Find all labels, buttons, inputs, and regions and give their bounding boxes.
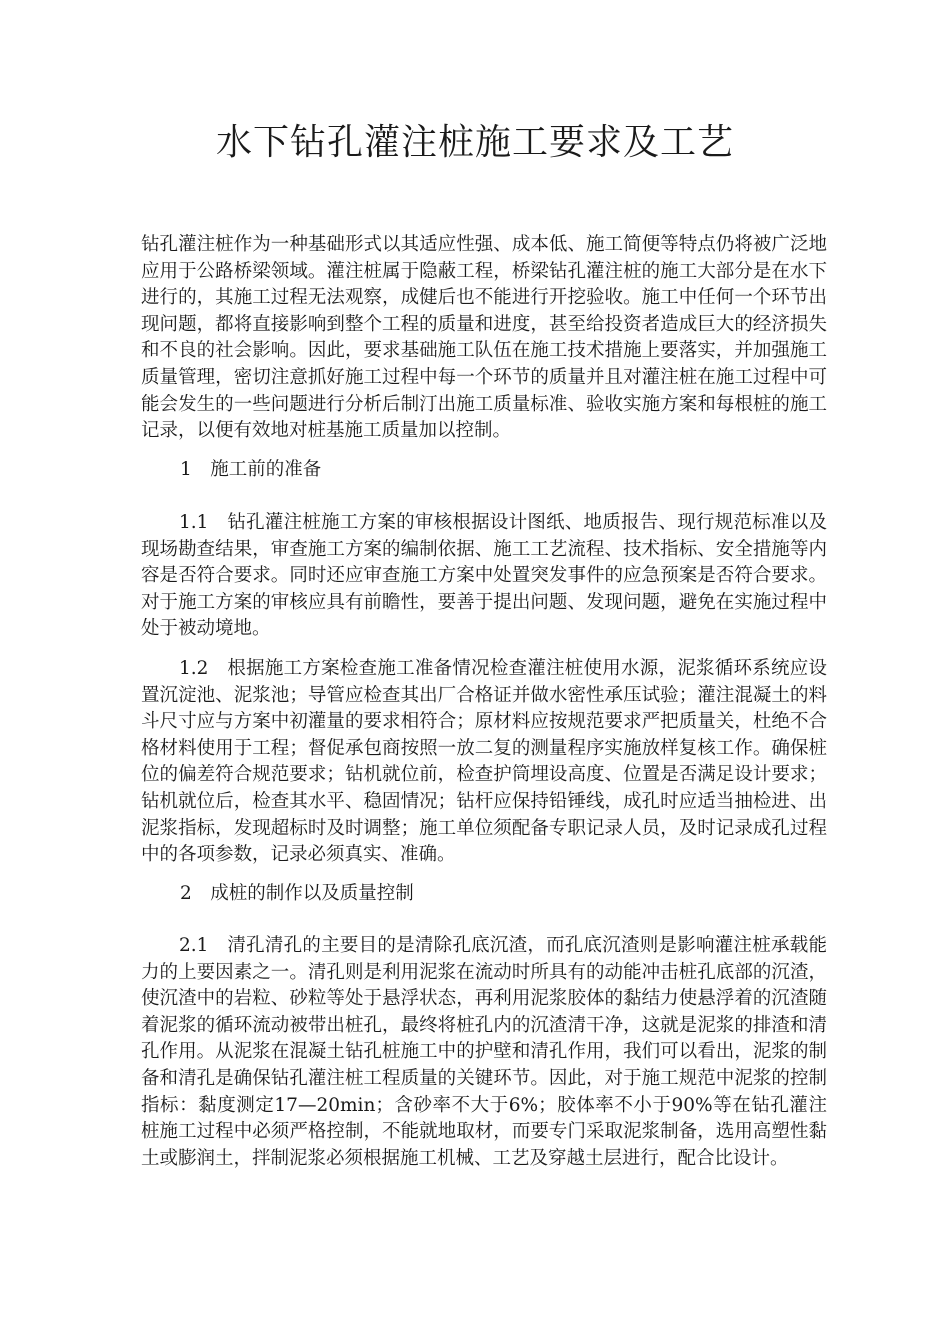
intro-paragraph: 钻孔灌注桩作为一种基础形式以其适应性强、成本低、施工简便等特点仍将被广泛地应用于公路桥梁领域。灌注桩属于隐蔽工程，桥梁钻孔灌注桩的施工大部分是在水下进行的，其施工过程无法观察，成健后也不能进行开挖验收。施工中任何一个环节出现问题，都将直接影响到整个工程的质量和进度，甚至给投资者造成巨大的经济损失和不良的社会影响。因此，要求基础施工队伍在施工技术措施上要落实，并加强施工质量管理，密切注意抓好施工过程中每一个环节的质量并且对灌注桩在施工过程中可能会发生的一些问题进行分析后制汀出施工质量标准、验收实施方案和每根桩的施工记录，以便有效地对桩基施工质量加以控制。 [141, 234, 827, 442]
section-1-heading: 1 施工前的准备 [180, 459, 322, 480]
document-title: 水下钻孔灌注桩施工要求及工艺 [215, 122, 734, 163]
paragraph-1-2: 1.2 根据施工方案检查施工准备情况检查灌注桩使用水源，泥浆循环系统应设置沉淀池、泥浆池；导管应检查其出厂合格证并做水密性承压试验；灌注混凝土的料斗尺寸应与方案中初灌量的要求相符合；原材料应按规范要求严把质量关，杜绝不合格材料使用于工程；督促承包商按照一放二复的测量程序实施放样复核工作。确保桩位的偏差符合规范要求；钻机就位前，检查护筒埋设高度、位置是否满足设计要求；钻机就位后，检查其水平、稳固情况；钻杆应保持铅锤线，成孔时应适当抽检进、出泥浆指标，发现超标时及时调整；施工单位须配备专职记录人员，及时记录成孔过程中的各项参数，记录必须真实、准确。 [141, 658, 827, 866]
paragraph-1-1: 1.1 钻孔灌注桩施工方案的审核根据设计图纸、地质报告、现行规范标准以及现场勘查结果，审查施工方案的编制依据、施工工艺流程、技术指标、安全措施等内容是否符合要求。同时还应审查施工方案中处置突发事件的应急预案是否符合要求。对于施工方案的审核应具有前瞻性，要善于提出问题、发现问题，避免在实施过程中处于被动境地。 [141, 512, 827, 640]
paragraph-2-1: 2.1 清孔清孔的主要目的是清除孔底沉渣，而孔底沉渣则是影响灌注桩承载能力的上要因素之一。清孔则是利用泥浆在流动时所具有的动能冲击桩孔底部的沉渣，使沉渣中的岩粒、砂粒等处于悬浮状态，再利用泥浆胶体的黏结力使悬浮着的沉渣随着泥浆的循环流动被带出桩孔，最终将桩孔内的沉渣清干净，这就是泥浆的排渣和清孔作用。从泥浆在混凝土钻孔桩施工中的护壁和清孔作用，我们可以看出，泥浆的制备和清孔是确保钻孔灌注桩工程质量的关键环节。因此，对于施工规范中泥浆的控制指标：黏度测定17—20min；含砂率不大于6%；胶体率不小于90%等在钻孔灌注桩施工过程中必须严格控制，不能就地取材，而要专门采取泥浆制备，选用高塑性黏土或膨润土，拌制泥浆必须根据施工机械、工艺及穿越土层进行，配合比设计。 [141, 935, 827, 1169]
section-2-heading: 2 成桩的制作以及质量控制 [180, 883, 414, 904]
